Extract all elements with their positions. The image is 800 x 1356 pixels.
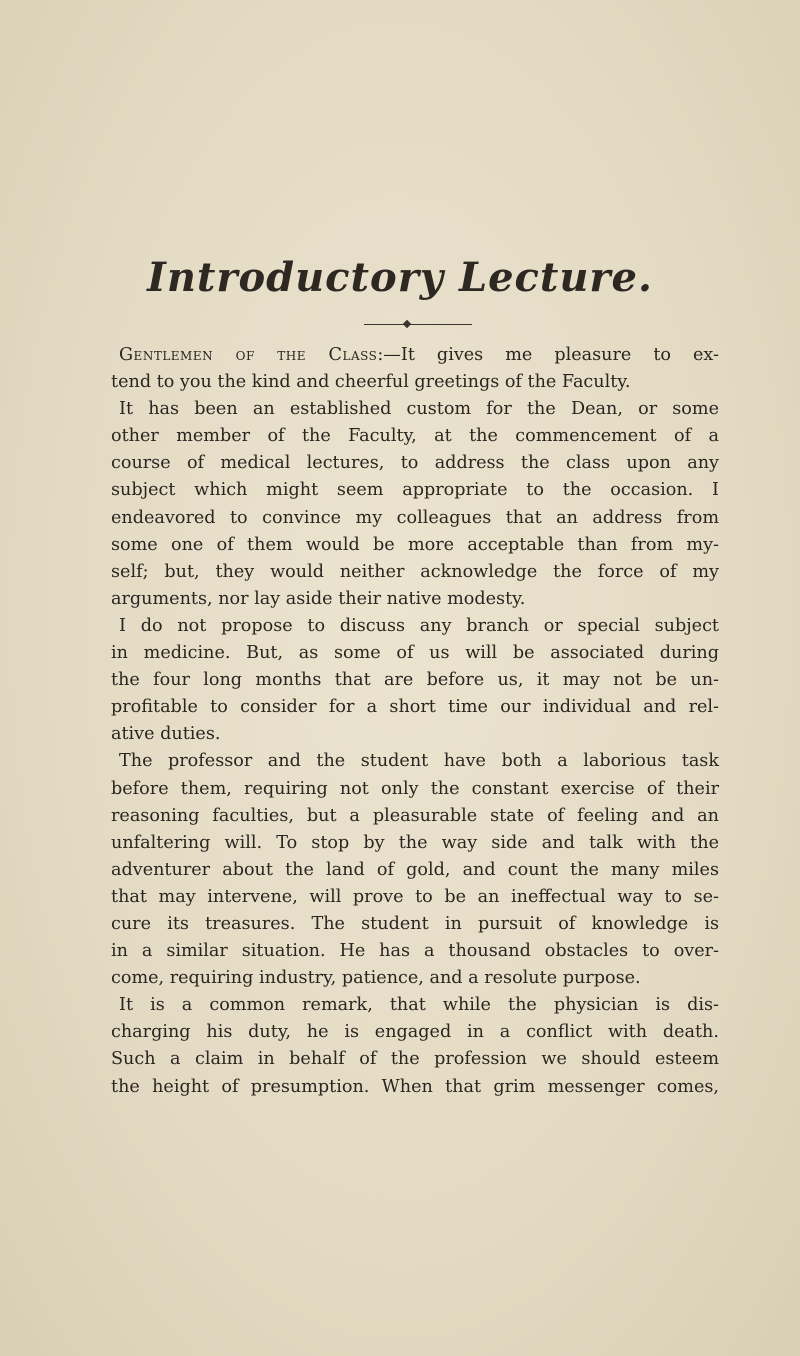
rule-ornament-icon xyxy=(403,320,411,328)
text-line: Gentlemen of the Class:—It gives me pleasure to ex- xyxy=(119,345,719,365)
page-heading: Introductory Lecture. xyxy=(147,254,653,301)
text-line: subject which might seem appropriate to the occasion. I xyxy=(111,480,719,501)
text-line: charging his duty, he is engaged in a conflict with death. xyxy=(111,1022,719,1043)
ornamental-rule xyxy=(364,324,472,325)
text-line: that may intervene, will prove to be an ineffectual way to se- xyxy=(111,886,719,907)
text-line: self; but, they would neither acknowledge the force of my xyxy=(111,561,719,582)
text-line: come, requiring industry, patience, and a resolute purpose. xyxy=(111,968,641,989)
text-line: profitable to consider for a short time our individual and rel- xyxy=(111,697,719,718)
text-line: cure its treasures. The student in pursuit of knowledge is xyxy=(111,913,719,934)
text-line: ative duties. xyxy=(111,724,221,745)
text-line: course of medical lectures, to address the class upon any xyxy=(111,453,719,474)
text-line: It is a common remark, that while the physician is dis- xyxy=(119,995,719,1016)
text-line: unfaltering will. To stop by the way side and talk with the xyxy=(111,832,719,853)
salutation: Gentlemen of the Class xyxy=(119,345,378,365)
text-line: the height of presumption. When that grim messenger comes, xyxy=(111,1076,719,1097)
text-line: Such a claim in behalf of the profession we should esteem xyxy=(111,1049,719,1070)
text-line: arguments, nor lay aside their native modesty. xyxy=(111,588,526,609)
text-line: in medicine. But, as some of us will be associated during xyxy=(111,643,719,664)
text-line: reasoning faculties, but a pleasurable state of feeling and an xyxy=(111,805,719,826)
text-line: It has been an established custom for the Dean, or some xyxy=(119,399,719,420)
text-line: endeavored to convince my colleagues that an address from xyxy=(111,507,719,528)
text-line: in a similar situation. He has a thousand obstacles to over- xyxy=(111,941,719,962)
text-line: the four long months that are before us, it may not be un- xyxy=(111,670,719,691)
text-line: before them, requiring not only the constant exercise of their xyxy=(111,778,719,799)
text-line: other member of the Faculty, at the commencement of a xyxy=(111,426,719,447)
text-line: tend to you the kind and cheerful greetings of the Faculty. xyxy=(111,372,631,393)
text-line: adventurer about the land of gold, and count the many miles xyxy=(111,859,719,880)
text-line: The professor and the student have both a laborious task xyxy=(119,751,719,772)
lecture-text xyxy=(111,342,719,1101)
text-line: some one of them would be more acceptable than from my- xyxy=(111,534,719,555)
text-line: I do not propose to discuss any branch or special subject xyxy=(119,615,719,636)
